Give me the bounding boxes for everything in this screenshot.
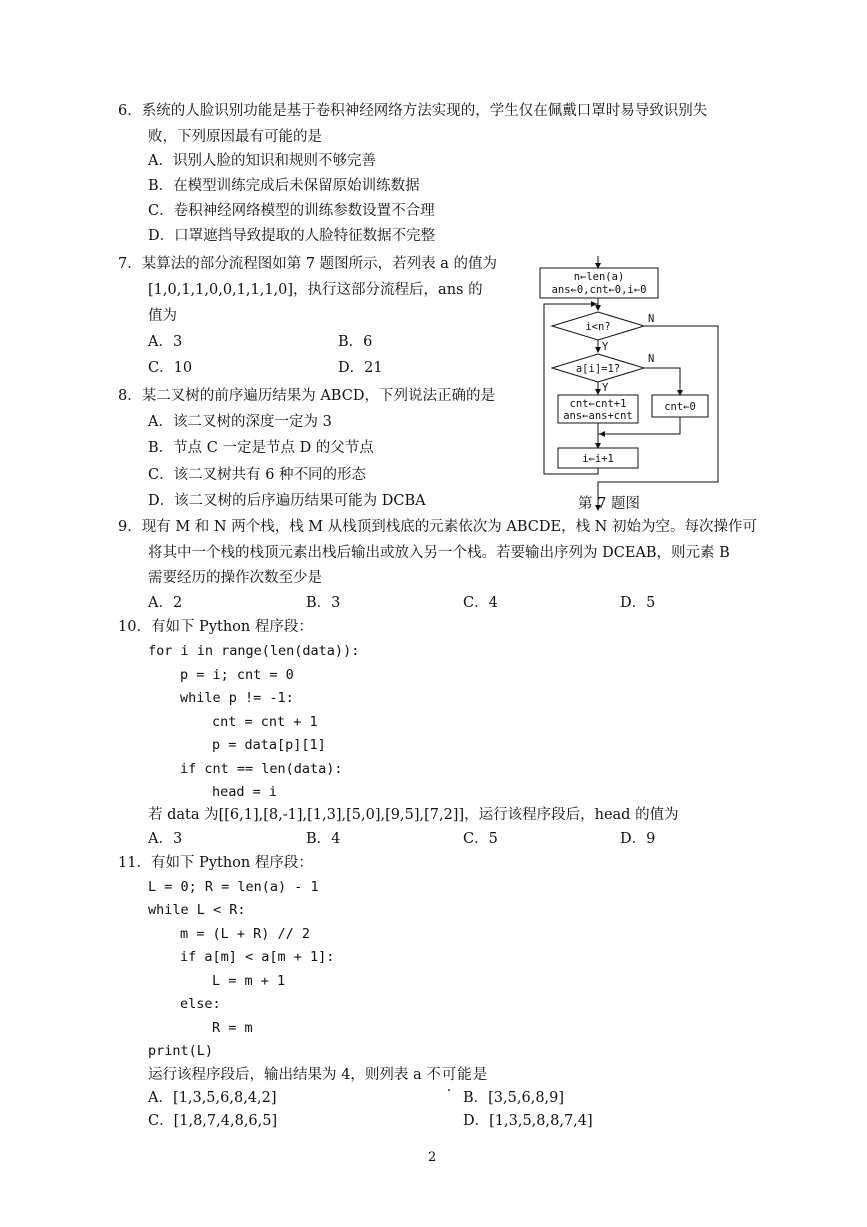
q10-stem: 10．有如下 Python 程序段： (118, 619, 313, 635)
q7-no-box: cnt←0 (664, 401, 696, 413)
q7-cond1-yes: Y (602, 341, 609, 353)
q7-init-line1: n←len(a) (573, 271, 625, 283)
q6-stem-line1: 6．系统的人脸识别功能是基于卷积神经网络方法实现的，学生仅在佩戴口罩时易导致识别失 (118, 103, 708, 119)
q7-option-b: B．6 (338, 334, 373, 350)
q11-code-line4: if a[m] < a[m + 1]: (180, 949, 335, 965)
q10-code-line6: if cnt == len(data): (180, 761, 343, 777)
q7-stem-line2: [1,0,1,1,0,0,1,1,1,0]，执行这部分流程后，ans 的 (148, 282, 483, 298)
page-number: 2 (428, 1150, 437, 1165)
q11-stem: 11．有如下 Python 程序段： (118, 855, 313, 871)
q9-stem-line3: 需要经历的操作次数至少是 (148, 570, 322, 586)
q7-option-d: D．21 (338, 360, 383, 376)
q11-code-line7: R = m (212, 1020, 253, 1036)
q9-option-d: D．5 (620, 595, 656, 611)
q11-option-a: A．[1,3,5,6,8,4,2] (148, 1090, 277, 1106)
q7-cond2: a[i]=1? (575, 363, 621, 375)
q7-option-c: C．10 (148, 360, 193, 376)
q11-code-line5: L = m + 1 (212, 973, 286, 989)
q9-option-a: A．2 (148, 595, 183, 611)
q11-code-line2: while L < R: (148, 902, 246, 918)
q7-cond1: i<n? (585, 321, 611, 333)
q7-yes-box-line1: cnt←cnt+1 (569, 398, 627, 410)
q6-option-a: A．识别人脸的知识和规则不够完善 (148, 153, 376, 169)
q11-question-suffix: 是 (472, 1067, 488, 1083)
q10-code-line5: p = data[p][1] (212, 737, 326, 753)
q9-stem-line2: 将其中一个栈的栈顶元素出栈后输出或放入另一个栈。若要输出序列为 DCEAB，则元素 B (148, 545, 730, 561)
q10-code-line3: while p != -1: (180, 690, 294, 706)
q11-question-prefix: 运行该程序段后，输出结果为 4，则列表 a (148, 1067, 427, 1083)
q7-cond2-yes: Y (602, 382, 609, 394)
q11-option-b: B．[3,5,6,8,9] (463, 1090, 565, 1106)
q10-option-c: C．5 (463, 831, 498, 847)
q8-option-c: C．该二叉树共有 6 种不同的形态 (148, 467, 367, 483)
q11-code-line8: print(L) (148, 1043, 214, 1059)
q9-option-c: C．4 (463, 595, 498, 611)
q10-option-a: A．3 (148, 831, 183, 847)
q9-stem-line1: 9．现有 M 和 N 两个栈，栈 M 从栈顶到栈底的元素依次为 ABCDE，栈 N 初始为空。每次操作可 (118, 519, 757, 535)
q6-stem-line2: 败，下列原因最有可能的是 (148, 129, 322, 145)
q11-question-emphasis: 不可能 (426, 1067, 473, 1083)
q10-option-d: D．9 (620, 831, 656, 847)
q7-stem-line3: 值为 (148, 308, 177, 324)
q7-figure-caption: 第 7 题图 (578, 496, 640, 512)
q8-stem: 8．某二叉树的前序遍历结果为 ABCD，下列说法正确的是 (118, 388, 495, 404)
q10-condition: 若 data 为[[6,1],[8,-1],[1,3],[5,0],[9,5],[7,2]]，运行该程序段后，head 的值为 (148, 807, 679, 823)
q6-option-c: C．卷积神经网络模型的训练参数设置不合理 (148, 203, 435, 219)
q8-option-d: D．该二叉树的后序遍历结果可能为 DCBA (148, 493, 426, 509)
q10-option-b: B．4 (306, 831, 341, 847)
q7-inc-box: i←i+1 (582, 453, 614, 465)
q7-cond1-no: N (648, 313, 655, 325)
q7-option-a: A．3 (148, 334, 183, 350)
q8-option-b: B．节点 C 一定是节点 D 的父节点 (148, 440, 374, 456)
q10-code-line4: cnt = cnt + 1 (212, 714, 318, 730)
q7-yes-box-line2: ans←ans+cnt (563, 410, 633, 422)
q11-option-d: D．[1,3,5,8,8,7,4] (463, 1113, 593, 1129)
q11-option-c: C．[1,8,7,4,8,6,5] (148, 1113, 278, 1129)
q7-cond2-no: N (648, 353, 655, 365)
q10-code-line2: p = i; cnt = 0 (180, 667, 294, 683)
q8-option-a: A．该二叉树的深度一定为 3 (148, 414, 332, 430)
q11-question (148, 1065, 487, 1085)
q7-init-line2: ans←0,cnt←0,i←0 (551, 284, 647, 296)
q6-option-d: D．口罩遮挡导致提取的人脸特征数据不完整 (148, 228, 436, 244)
q10-code-line7: head = i (212, 784, 278, 800)
q9-option-b: B．3 (306, 595, 341, 611)
q11-code-line6: else: (180, 996, 221, 1012)
q7-flowchart (520, 248, 730, 514)
q6-option-b: B．在模型训练完成后未保留原始训练数据 (148, 178, 420, 194)
q7-stem-line1: 7．某算法的部分流程图如第 7 题图所示，若列表 a 的值为 (118, 256, 498, 272)
q10-code-line1: for i in range(len(data)): (148, 643, 360, 659)
q11-code-line3: m = (L + R) // 2 (180, 926, 311, 942)
q11-code-line1: L = 0; R = len(a) - 1 (148, 879, 319, 895)
